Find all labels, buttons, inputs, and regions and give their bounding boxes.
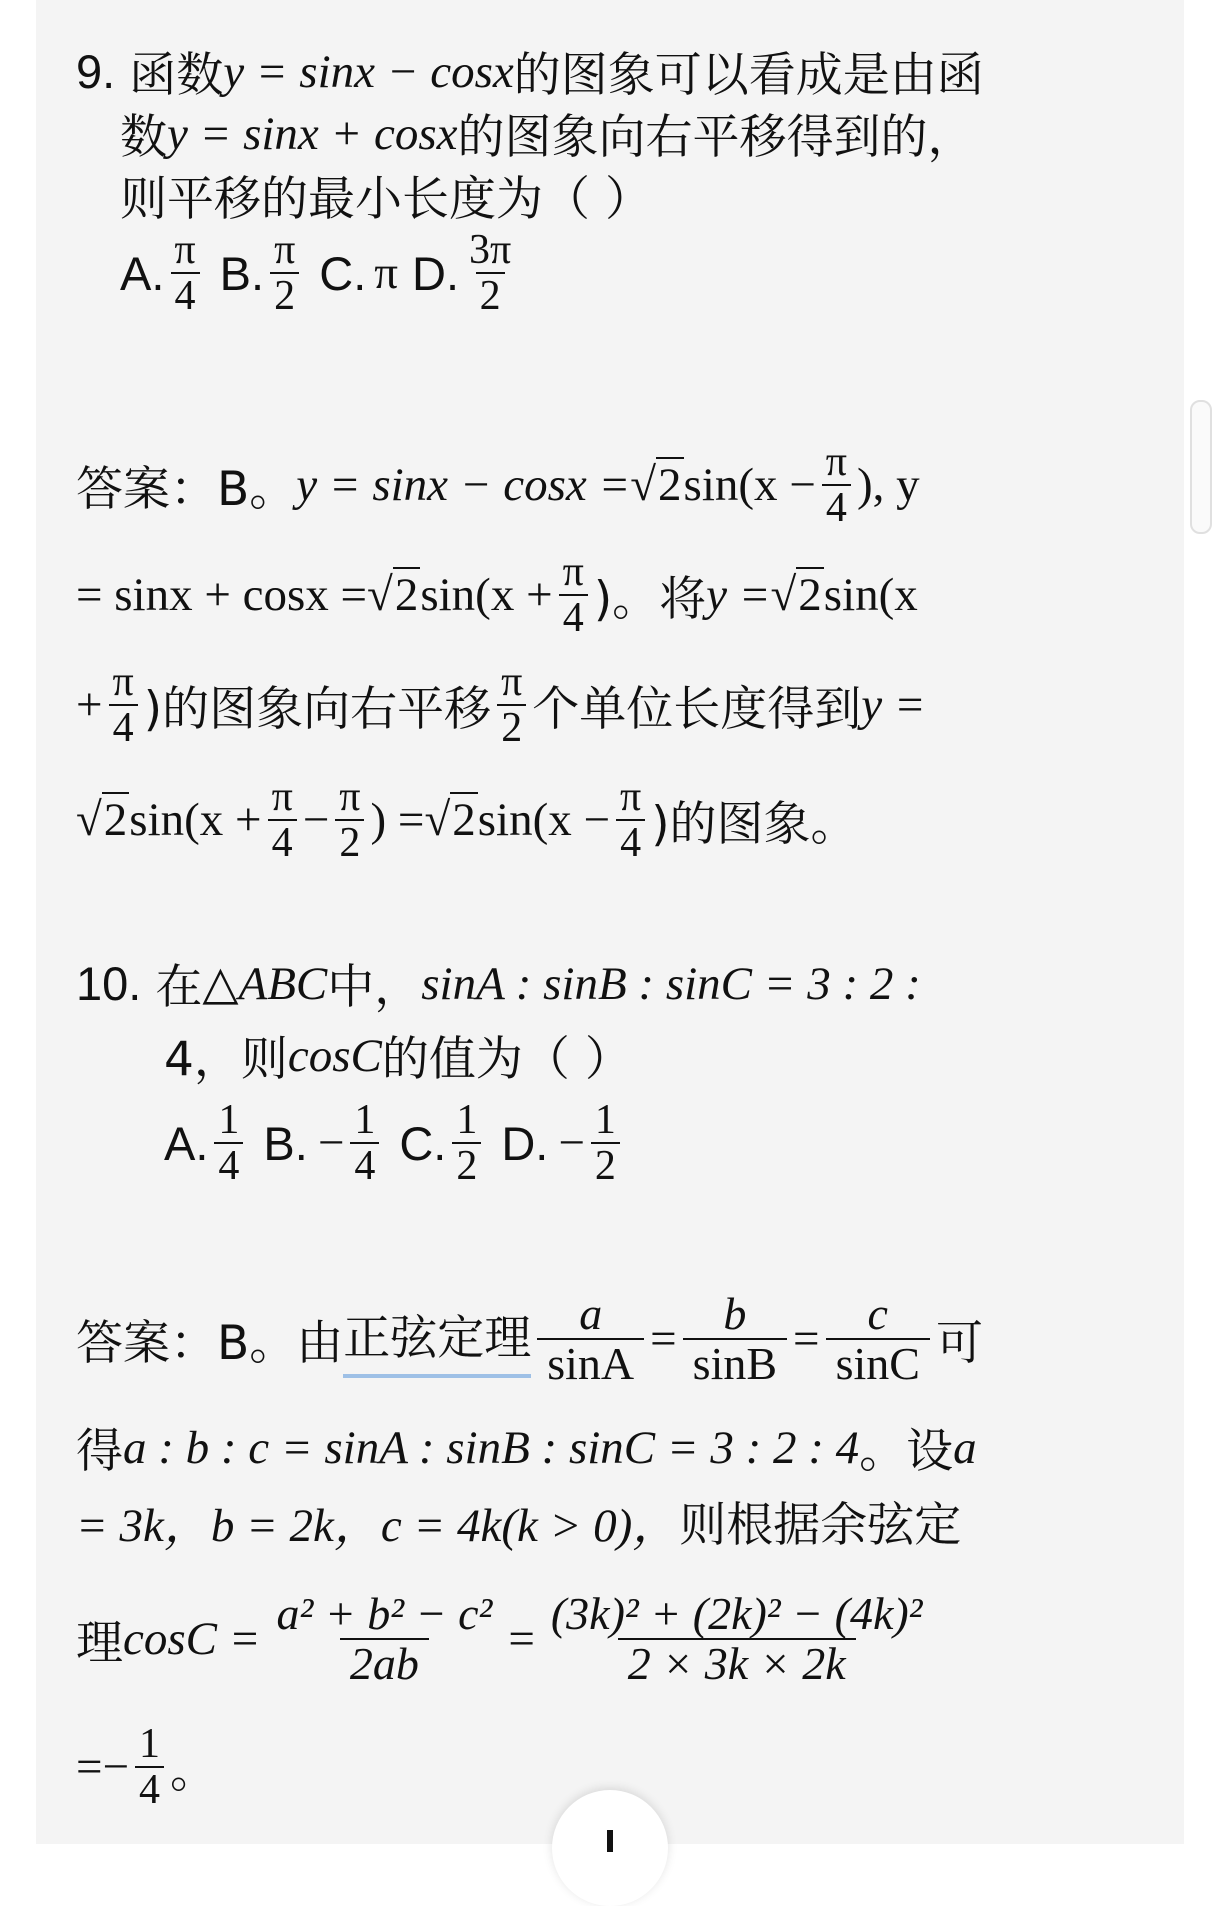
fraction: $\frac{1}{4}$ [135, 1722, 164, 1812]
a9-formula: sin(x − [477, 794, 610, 847]
q10-line-1 [76, 950, 1184, 1017]
option-c-label: C. [319, 246, 367, 300]
a9-line-2 [76, 550, 1184, 640]
q9-line-3 [120, 162, 1184, 229]
sqrt-symbol: √2 [770, 569, 822, 622]
option-c-value: π [374, 247, 399, 300]
a9-text: )。将 [593, 571, 707, 627]
a10-line-3 [76, 1488, 1184, 1555]
fraction: $\frac{\pi}{4}$ [822, 440, 851, 530]
a9-formula: ), y [857, 459, 920, 512]
option-c-label: C. [399, 1116, 447, 1170]
fraction: $\frac{\pi}{4}$ [109, 660, 138, 750]
equals-sign: = [650, 1313, 677, 1366]
a10-formula: =− [76, 1741, 130, 1794]
option-b-sign: − [317, 1117, 345, 1170]
a9-line-1 [76, 440, 1184, 530]
a10-text: 。 [170, 1743, 218, 1799]
a9-formula: y = sinx − cosx = [296, 459, 631, 512]
fraction: $\frac{\pi}{4}$ [616, 775, 645, 865]
a9-formula: sin(x + [129, 794, 262, 847]
fraction: $\frac{\text{a² + b² − c²}}{2ab}$ [276, 1588, 493, 1690]
option-d-label: D. [412, 246, 460, 300]
a9-formula: + [76, 679, 103, 732]
a10-text: 则根据余弦定 [679, 1498, 962, 1553]
option-d-value: $\frac{3\pi}{2}$ [469, 227, 512, 320]
a10-formula: = 3k，b = 2k，c = 4k(k > 0)， [76, 1500, 680, 1552]
sqrt-symbol: √2 [76, 794, 128, 847]
a9-formula: y = [706, 569, 771, 622]
q9-line-2 [120, 100, 1184, 167]
q9-formula: y = sinx + cosx [167, 107, 458, 160]
a9-formula: = sinx + cosx = [76, 569, 368, 622]
fraction: $\frac{\pi}{2}$ [497, 660, 526, 750]
a9-formula: sin(x + [420, 569, 553, 622]
a9-text: )的图象向右平移 [143, 681, 492, 737]
q9-formula: y = sinx − cosx [223, 45, 514, 98]
a9-formula: sin(x − [683, 459, 816, 512]
q10-number: 10. [76, 957, 142, 1010]
document-page [36, 0, 1184, 1844]
q9-line-1 [76, 38, 1184, 105]
option-d-label: D. [501, 1116, 549, 1170]
q10-formula: cosC [287, 1029, 382, 1082]
q9-options [120, 228, 1184, 318]
q10-text: 4，则 [164, 1032, 288, 1087]
fab-icon [607, 1830, 613, 1852]
a9-formula: ) = [370, 794, 425, 847]
q9-text: 数 [120, 110, 167, 165]
answer-label: 答案：B。由 [76, 1315, 344, 1371]
scrollbar-handle[interactable] [1190, 400, 1212, 534]
a9-text: 个单位长度得到 [532, 681, 862, 737]
a10-formula: a [953, 1421, 977, 1474]
fraction: $\frac{b}{\sin B}$ [683, 1290, 787, 1389]
option-a-label: A. [164, 1116, 209, 1170]
a10-text: 得 [76, 1424, 123, 1479]
option-b-value: $\frac{\pi}{2}$ [270, 228, 299, 318]
a10-formula: cosC = [123, 1613, 261, 1666]
q10-text: 中， [327, 960, 422, 1015]
a10-text: 。设 [859, 1424, 954, 1479]
a9-line-4 [76, 775, 1184, 865]
floating-action-button[interactable] [552, 1790, 668, 1906]
q10-options [164, 1098, 1184, 1188]
a9-formula: y = [861, 679, 926, 732]
law-of-sines-link[interactable]: 正弦定理 [343, 1301, 531, 1378]
sqrt-symbol: √2 [424, 794, 476, 847]
a10-formula: a : b : c = sinA : sinB : sinC = 3 : 2 : 4 [123, 1421, 860, 1474]
sqrt-symbol: √2 [367, 569, 419, 622]
option-c-value: $\frac{1}{2}$ [452, 1098, 481, 1188]
a9-text: )的图象。 [651, 796, 858, 852]
option-a-label: A. [120, 246, 165, 300]
option-d-value: $\frac{1}{2}$ [591, 1098, 620, 1188]
q9-text: 则平移的最小长度为（ ） [120, 172, 652, 227]
a10-line-4 [76, 1590, 1184, 1689]
option-a-value: $\frac{\pi}{4}$ [170, 228, 199, 318]
q9-text: 的图象向右平移得到的， [457, 110, 975, 165]
equals-sign: = [793, 1313, 820, 1366]
sqrt-symbol: √2 [630, 459, 682, 512]
answer-label: 答案：B。 [76, 461, 297, 517]
option-b-label: B. [219, 246, 265, 300]
q10-formula: △ABC [202, 958, 328, 1010]
option-a-value: $\frac{1}{4}$ [214, 1098, 243, 1188]
q9-text: 的图象可以看成是由函 [513, 48, 984, 103]
fraction: $\frac{\pi}{4}$ [559, 550, 588, 640]
fraction: $\frac{c}{\sin C}$ [826, 1290, 930, 1389]
a10-line-2 [76, 1414, 1184, 1481]
a9-formula: sin(x [823, 569, 918, 622]
q10-formula: sinA : sinB : sinC = 3 : 2 : [421, 957, 921, 1010]
a10-line-1 [76, 1290, 1184, 1389]
q10-text: 在 [155, 960, 203, 1015]
q9-text: 函数 [129, 48, 224, 103]
option-b-label: B. [263, 1116, 308, 1170]
fraction: $\frac{\pi}{4}$ [268, 775, 297, 865]
q9-number: 9. [76, 45, 116, 98]
a9-formula: − [302, 794, 330, 847]
option-b-value: $\frac{1}{4}$ [350, 1098, 379, 1188]
equals-sign: = [508, 1613, 535, 1666]
a10-text: 理 [76, 1615, 123, 1671]
option-d-sign: − [558, 1117, 585, 1170]
fraction: $\frac{a}{\sin A}$ [537, 1290, 644, 1389]
a10-text: 可 [935, 1315, 983, 1371]
fraction: $\frac{\text{(3k)² + (2k)² − (4k)²}}{2 \times 3k \times 2k}$ [550, 1588, 923, 1690]
a9-line-3 [76, 660, 1184, 750]
fraction: $\frac{\pi}{2}$ [335, 775, 364, 865]
q10-text: 的值为（ ） [381, 1032, 632, 1087]
q10-line-2 [164, 1022, 1184, 1089]
